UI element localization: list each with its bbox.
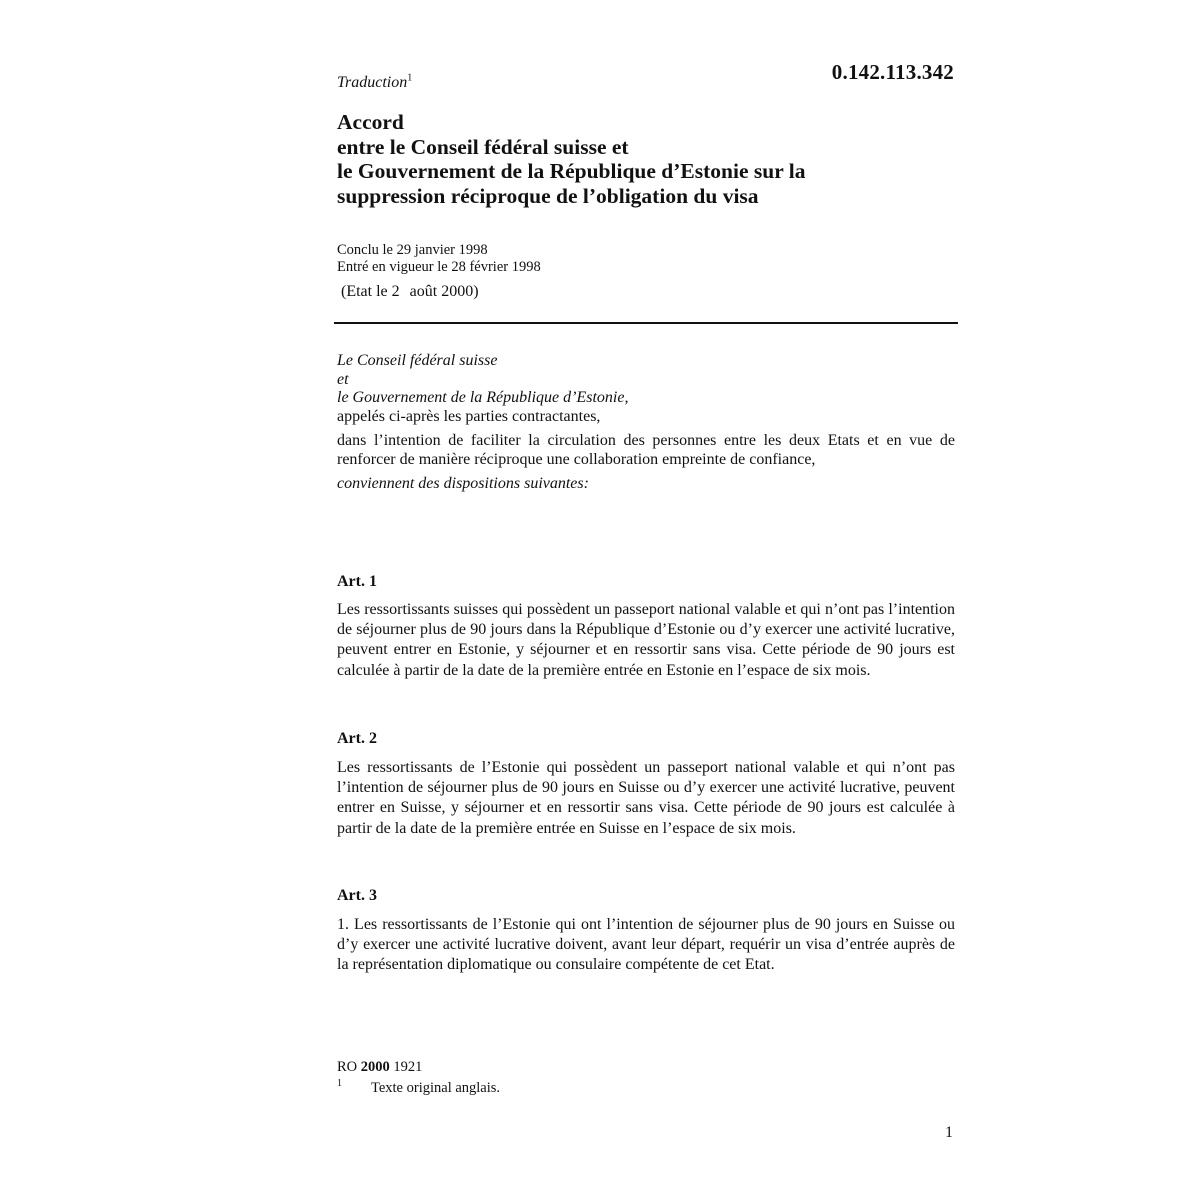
- preamble-conjunction: et: [337, 370, 349, 388]
- translation-footnote-ref[interactable]: 1: [407, 72, 413, 84]
- in-force-date: Entré en vigueur le 28 février 1998: [337, 259, 541, 275]
- party-swiss: Le Conseil fédéral suisse: [337, 352, 498, 369]
- ro-year: 2000: [360, 1059, 390, 1075]
- sr-number: 0.142.113.342: [831, 60, 954, 84]
- article-3-heading: Art. 3: [337, 887, 377, 904]
- article-3-text: 1. Les ressortissants de l’Estonie qui ont l’intention de séjourner plus de 90 jours en Suisse ou d’y exercer une activité lucrative doivent, avant leur départ, requérir un visa d’entrée auprès de la représentation diplomatique ou consulaire compétente de cet Etat.: [337, 916, 955, 974]
- preamble: [337, 352, 955, 494]
- document-title: [337, 110, 955, 208]
- ro-page: 1921: [393, 1059, 423, 1075]
- article-1-heading: Art. 1: [337, 573, 377, 590]
- date-info: [337, 242, 955, 276]
- preamble-intent: dans l’intention de faciliter la circulation des personnes entre les deux Etats et en vue de renforcer de manière réciproque une collaboration empreinte de confiance,: [337, 432, 955, 468]
- title-line: Accord: [337, 110, 404, 134]
- preamble-agreement: conviennent des dispositions suivantes:: [337, 475, 589, 492]
- status-date: [341, 283, 479, 301]
- parties-designation: appelés ci-après les parties contractantes,: [337, 407, 601, 425]
- status-date-suffix: août 2000): [409, 283, 479, 300]
- footnote-text: Texte original anglais.: [371, 1080, 501, 1096]
- footnote: 1 Texte original anglais.: [337, 1078, 501, 1096]
- header-divider: [334, 322, 958, 324]
- article-2-text: Les ressortissants de l’Estonie qui possèdent un passeport national valable et qui n’ont pas l’intention de séjourner plus de 90 jours en Suisse ou d’y exercer une activité lucrative, peuvent entrer en Suisse, y séjourner et en ressortir sans visa. Cette période de 90 jours est calculée à partir de la date de la première entrée en Suisse en l’espace de six mois.: [337, 759, 955, 837]
- status-date-prefix: (Etat le 2: [341, 283, 400, 300]
- ro-reference: [337, 1059, 955, 1076]
- party-estonia: le Gouvernement de la République d’Estonie,: [337, 389, 629, 406]
- title-line: le Gouvernement de la République d’Estonie sur la: [337, 159, 806, 183]
- article-1-text: Les ressortissants suisses qui possèdent un passeport national valable et qui n’ont pas l’intention de séjourner plus de 90 jours dans la République d’Estonie ou d’y exercer une activité lucrative, peuvent entrer en Estonie, y séjourner et en ressortir sans visa. Cette période de 90 jours est calculée à partir de la date de la première entrée en Estonie en l’espace de six mois.: [337, 601, 955, 679]
- page-number: 1: [945, 1124, 953, 1141]
- title-line: entre le Conseil fédéral suisse et: [337, 134, 629, 159]
- title-line: suppression réciproque de l’obligation du visa: [337, 183, 759, 208]
- concluded-date: Conclu le 29 janvier 1998: [337, 242, 488, 258]
- ro-prefix: RO: [337, 1059, 358, 1075]
- translation-label-text: Traduction: [337, 74, 408, 91]
- article-2-heading: Art. 2: [337, 730, 377, 747]
